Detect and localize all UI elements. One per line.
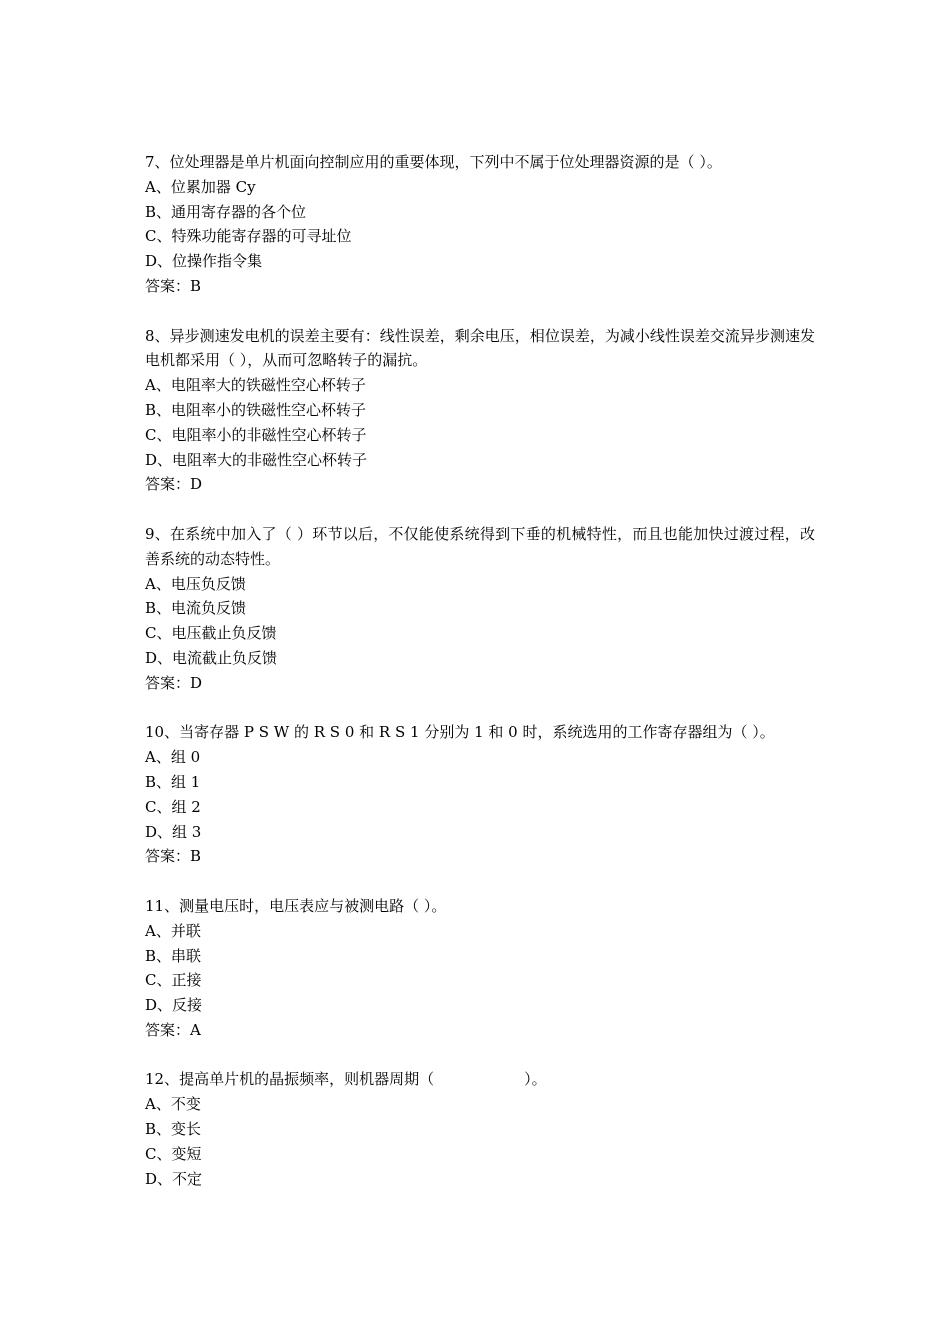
option-a: A、电压负反馈	[145, 574, 246, 593]
option-c: C、组 2	[145, 797, 201, 816]
option-c: C、正接	[145, 971, 202, 990]
answer: 答案：B	[145, 847, 202, 866]
option-a: A、位累加器 Cy	[145, 177, 256, 196]
option-b: B、通用寄存器的各个位	[145, 202, 307, 221]
question-stem: 12、提高单片机的晶振频率，则机器周期（ ）。	[145, 1070, 547, 1089]
option-a: A、并联	[145, 921, 201, 940]
answer: 答案：B	[145, 276, 202, 295]
option-d: D、不定	[145, 1169, 203, 1188]
answer: 答案：A	[145, 1020, 201, 1039]
question-10	[145, 720, 815, 869]
question-7	[145, 150, 815, 299]
option-b: B、变长	[145, 1120, 202, 1139]
option-c: C、电阻率小的非磁性空心杯转子	[145, 425, 367, 444]
option-b: B、串联	[145, 946, 202, 965]
question-stem: 10、当寄存器 P S W 的 R S 0 和 R S 1 分别为 1 和 0 时，系统选用的工作寄存器组为（ ）。	[145, 723, 775, 742]
option-b: B、组 1	[145, 772, 201, 791]
option-d: D、电流截止负反馈	[145, 648, 278, 667]
option-a: A、组 0	[145, 748, 201, 767]
question-9	[145, 522, 815, 696]
question-8	[145, 324, 815, 498]
answer: 答案：D	[145, 475, 203, 494]
question-12	[145, 1067, 815, 1191]
option-a: A、电阻率大的铁磁性空心杯转子	[145, 376, 366, 395]
option-d: D、反接	[145, 996, 203, 1015]
question-stem: 11、测量电压时，电压表应与被测电路（ ）。	[145, 896, 447, 915]
option-b: B、电阻率小的铁磁性空心杯转子	[145, 400, 367, 419]
question-stem: 8、异步测速发电机的误差主要有：线性误差，剩余电压，相位误差，为减小线性误差交流异步测速发电机都采用（ ），从而可忽略转子的漏抗。	[145, 326, 815, 370]
option-a: A、不变	[145, 1095, 201, 1114]
document-page	[145, 150, 815, 1216]
question-11	[145, 894, 815, 1043]
option-c: C、变短	[145, 1144, 202, 1163]
question-stem: 7、位处理器是单片机面向控制应用的重要体现，下列中不属于位处理器资源的是（ ）。	[145, 153, 722, 171]
question-stem: 9、在系统中加入了（ ）环节以后，不仅能使系统得到下垂的机械特性，而且也能加快过渡过程，改善系统的动态特性。	[145, 524, 815, 568]
option-c: C、电压截止负反馈	[145, 624, 277, 643]
answer: 答案：D	[145, 673, 203, 692]
option-d: D、电阻率大的非磁性空心杯转子	[145, 450, 368, 469]
option-d: D、组 3	[145, 822, 202, 841]
option-c: C、特殊功能寄存器的可寻址位	[145, 227, 352, 246]
option-d: D、位操作指令集	[145, 252, 263, 271]
option-b: B、电流负反馈	[145, 599, 247, 618]
